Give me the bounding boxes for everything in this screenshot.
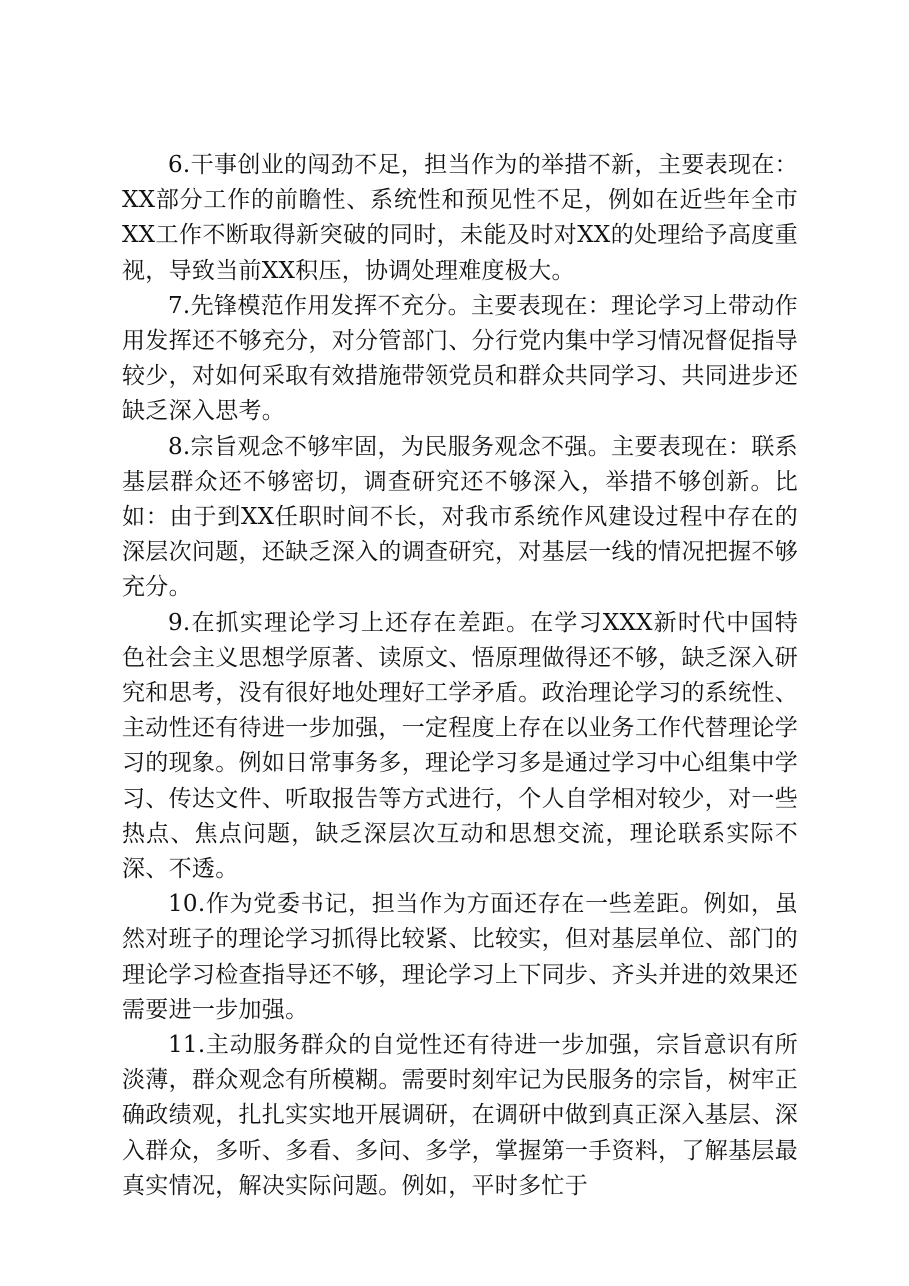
paragraph-9: 9.在抓实理论学习上还存在差距。在学习XXX新时代中国特色社会主义思想学原著、读原文、悟原理做得还不够，缺乏深入研究和思考，没有很好地处理好工学矛盾。政治理论学习的系统性、主动性还有待进一步加强，一定程度上存在以业务工作代替理论学习的现象。例如日常事务多，理论学习多是通过学习中心组集中学习、传达文件、听取报告等方式进行，个人自学相对较少，对一些热点、焦点问题，缺乏深层次互动和思想交流，理论联系实际不深、不透。 <box>122 609 798 883</box>
paragraph-10: 10.作为党委书记，担当作为方面还存在一些差距。例如，虽然对班子的理论学习抓得比较紧、比较实，但对基层单位、部门的理论学习检查指导还不够，理论学习上下同步、齐头并进的效果还需要进一步加强。 <box>122 891 798 1023</box>
document-body <box>122 148 798 1204</box>
paragraph-8: 8.宗旨观念不够牢固，为民服务观念不强。主要表现在：联系基层群众还不够密切，调查研究还不够深入，举措不够创新。比如：由于到XX任职时间不长，对我市系统作风建设过程中存在的深层次问题，还缺乏深入的调查研究，对基层一线的情况把握不够充分。 <box>122 433 798 601</box>
paragraph-7: 7.先锋模范作用发挥不充分。主要表现在：理论学习上带动作用发挥还不够充分，对分管部门、分行党内集中学习情况督促指导较少，对如何采取有效措施带领党员和群众共同学习、共同进步还缺乏深入思考。 <box>122 292 798 425</box>
paragraph-6: 6.干事创业的闯劲不足，担当作为的举措不新，主要表现在：XX部分工作的前瞻性、系统性和预见性不足，例如在近些年全市XX工作不断取得新突破的同时，未能及时对XX的处理给予高度重视，导致当前XX积压，协调处理难度极大。 <box>122 152 798 284</box>
paragraph-11: 11.主动服务群众的自觉性还有待进一步加强，宗旨意识有所淡薄，群众观念有所模糊。需要时刻牢记为民服务的宗旨，树牢正确政绩观，扎扎实实地开展调研，在调研中做到真正深入基层、深入群众，多听、多看、多问、多学，掌握第一手资料，了解基层最真实情况，解决实际问题。例如，平时多忙于 <box>122 1032 798 1199</box>
